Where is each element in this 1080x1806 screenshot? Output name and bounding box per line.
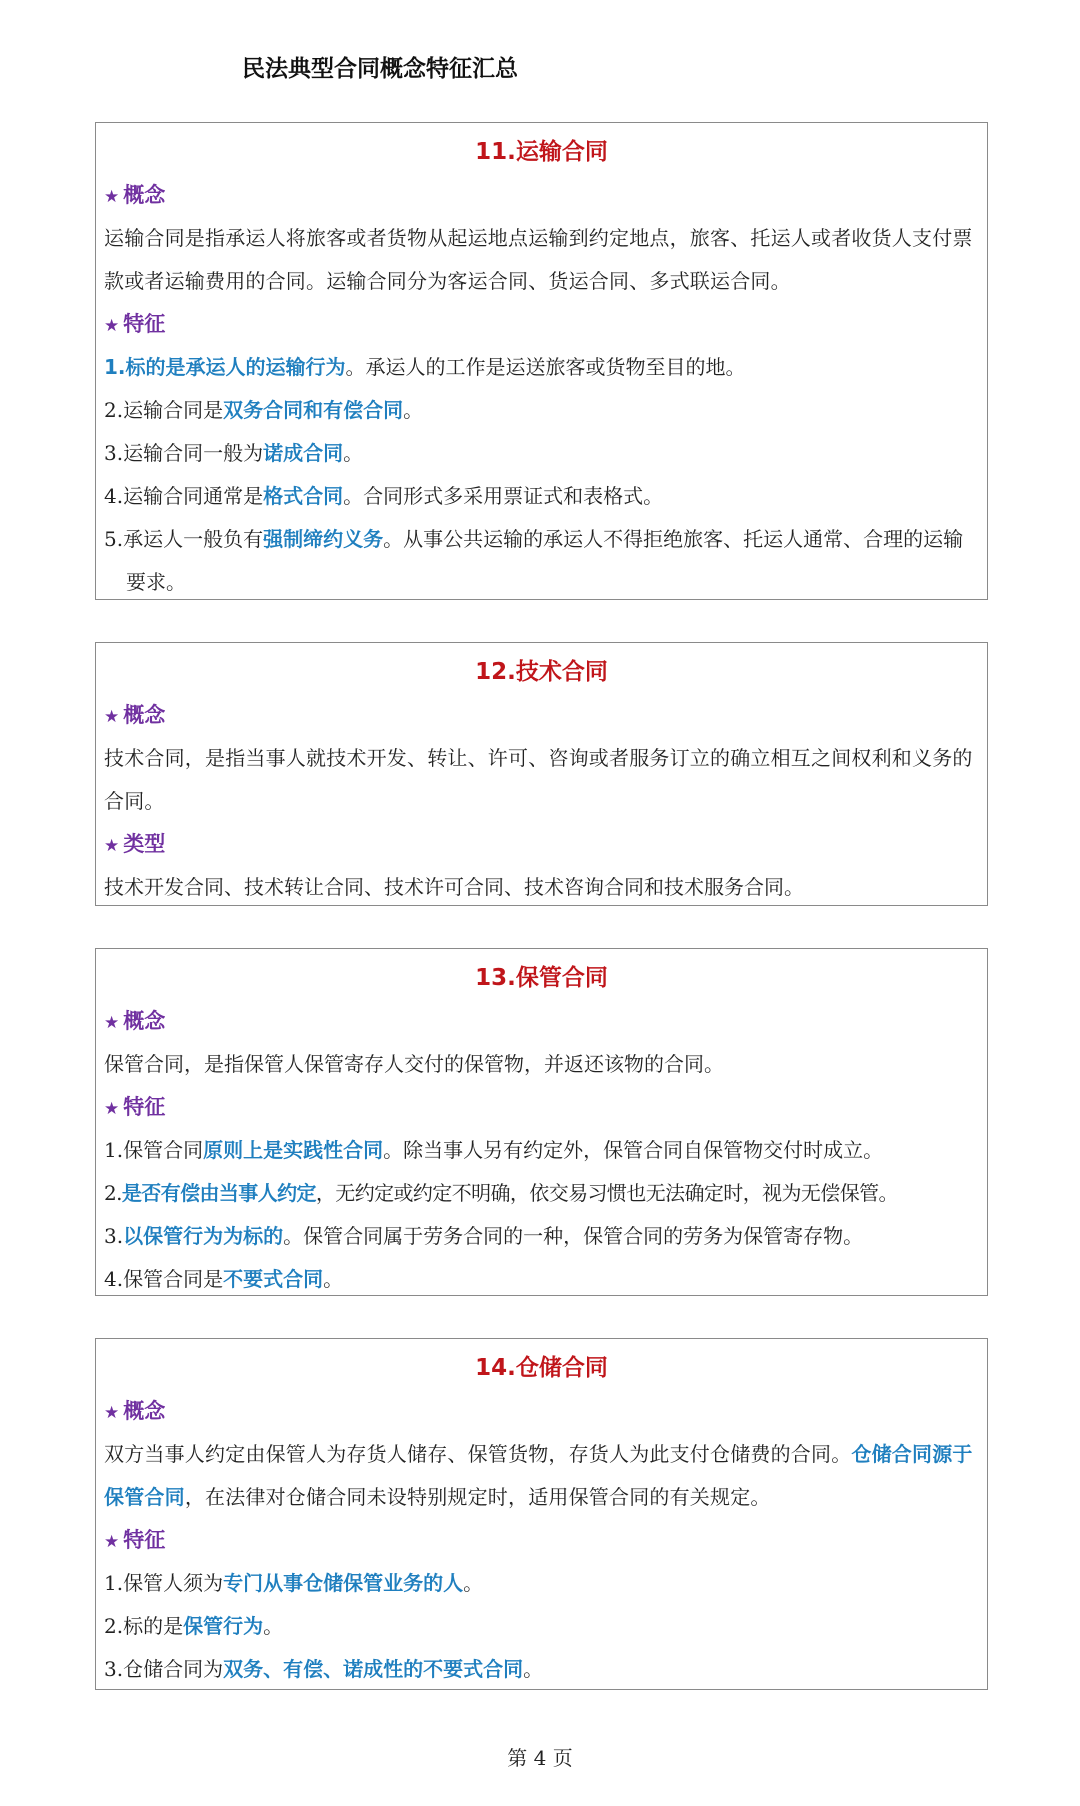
star-icon: ★ [104,1532,120,1552]
feature-heading: ★ 特征 [104,1528,166,1552]
star-icon: ★ [104,316,120,336]
section-title: 11.运输合同 [475,139,608,165]
section-custody-contract [95,948,988,1296]
feature-item: 3.运输合同一般为诺成合同。 [104,441,364,465]
concept-heading: ★ 概念 [104,703,166,727]
feature-item: 2.标的是保管行为。 [104,1614,284,1638]
feature-heading: ★ 特征 [104,312,166,336]
section-title: 13.保管合同 [475,965,608,991]
types-text: 技术开发合同、技术转让合同、技术许可合同、技术咨询合同和技术服务合同。 [104,875,804,899]
concept-heading: ★ 概念 [104,183,166,207]
types-heading: ★ 类型 [104,832,166,856]
concept-text: 运输合同是指承运人将旅客或者货物从起运地点运输到约定地点，旅客、托运人或者收货人支付票款或者运输费用的合同。运输合同分为客运合同、货运合同、多式联运合同。 [104,226,973,293]
concept-heading: ★ 概念 [104,1399,166,1423]
feature-item: 4.保管合同是不要式合同。 [104,1267,344,1291]
section-title: 14.仓储合同 [475,1355,608,1381]
section-warehousing-contract [95,1338,988,1690]
feature-item: 4.运输合同通常是格式合同。合同形式多采用票证式和表格式。 [104,484,664,508]
feature-item: 1.保管人须为专门从事仓储保管业务的人。 [104,1571,484,1595]
concept-text: 双方当事人约定由保管人为存货人储存、保管货物，存货人为此支付仓储费的合同。仓储合同源于保管合同，在法律对仓储合同未设特别规定时，适用保管合同的有关规定。 [104,1442,973,1509]
star-icon: ★ [104,836,120,856]
feature-item: 5.承运人一般负有强制缔约义务。从事公共运输的承运人不得拒绝旅客、托运人通常、合理的运输要求。 [104,527,964,594]
star-icon: ★ [104,1013,120,1033]
feature-item: 3.以保管行为为标的。保管合同属于劳务合同的一种，保管合同的劳务为保管寄存物。 [104,1224,864,1248]
star-icon: ★ [104,1403,120,1423]
concept-text: 保管合同，是指保管人保管寄存人交付的保管物，并返还该物的合同。 [104,1052,724,1076]
feature-item: 1.标的是承运人的运输行为。承运人的工作是运送旅客或货物至目的地。 [104,355,746,379]
feature-heading: ★ 特征 [104,1095,166,1119]
star-icon: ★ [104,1099,120,1119]
section-transport-contract [95,122,988,600]
page-number: 第 4 页 [507,1746,573,1770]
feature-item: 1.保管合同原则上是实践性合同。除当事人另有约定外，保管合同自保管物交付时成立。 [104,1138,884,1162]
feature-item: 2.运输合同是双务合同和有偿合同。 [104,398,424,422]
star-icon: ★ [104,187,120,207]
feature-item: 2.是否有偿由当事人约定，无约定或约定不明确，依交易习惯也无法确定时，视为无偿保管。 [104,1181,898,1205]
star-icon: ★ [104,707,120,727]
section-title: 12.技术合同 [475,659,608,685]
document-title: 民法典型合同概念特征汇总 [242,56,518,82]
feature-item: 3.仓储合同为双务、有偿、诺成性的不要式合同。 [104,1657,544,1681]
concept-heading: ★ 概念 [104,1009,166,1033]
concept-text: 技术合同，是指当事人就技术开发、转让、许可、咨询或者服务订立的确立相互之间权利和义务的合同。 [104,746,973,813]
section-technology-contract [95,642,988,906]
